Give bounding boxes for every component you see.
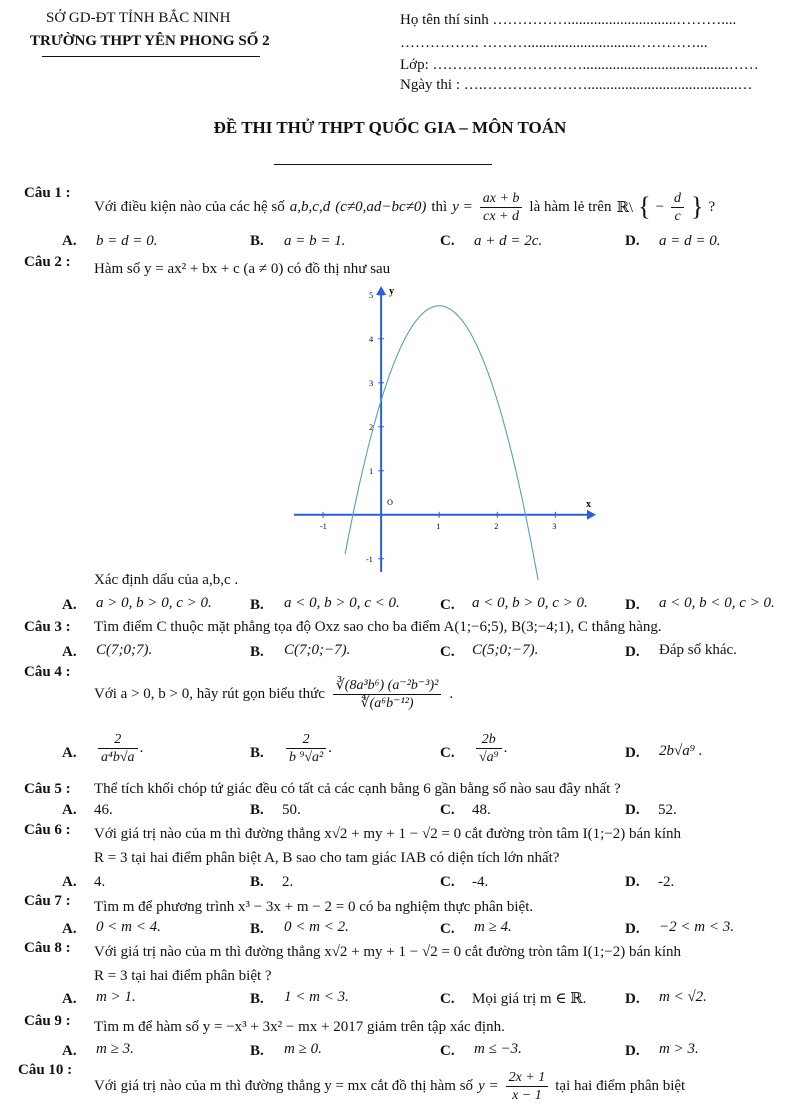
q5-option-b: 50. <box>282 802 301 818</box>
q8-option-b-key: B. <box>250 991 264 1007</box>
q1-y: y = <box>452 198 473 215</box>
y-tick-label: 1 <box>369 466 374 476</box>
q4-option-b-key: B. <box>250 745 264 761</box>
y-tick-label: -1 <box>366 554 373 564</box>
q1-qmark: ? <box>708 198 716 215</box>
q1-den: cx + d <box>483 208 519 224</box>
q8-option-c-key: C. <box>440 991 455 1007</box>
q9-option-b-key: B. <box>250 1043 264 1059</box>
q4-c-num: 2b <box>476 731 502 749</box>
q2-option-b: a < 0, b > 0, c < 0. <box>284 595 400 611</box>
question-7-label: Câu 7 : <box>24 893 71 909</box>
q5-option-a: 46. <box>94 802 113 818</box>
exam-title: ĐỀ THI THỬ THPT QUỐC GIA – MÔN TOÁN <box>213 118 567 137</box>
parabola-curve <box>345 306 548 580</box>
q1-set-num: d <box>671 190 684 208</box>
q7-option-a: 0 < m < 4. <box>96 919 161 935</box>
q1-coef: a,b,c,d <box>289 198 331 215</box>
question-8-label: Câu 8 : <box>24 940 71 956</box>
q7-option-b-key: B. <box>250 921 264 937</box>
q3-option-d-key: D. <box>625 644 640 660</box>
q1-option-c: a + d = 2c. <box>474 233 543 249</box>
q6-option-d: -2. <box>658 874 675 890</box>
question-10-text <box>94 1066 685 1106</box>
school-name: TRƯỜNG THPT YÊN PHONG SỐ 2 <box>30 33 270 49</box>
candidate-name-field: Họ tên thí sinh …………….............................……….... <box>400 12 737 28</box>
q2-option-c-key: C. <box>440 597 455 613</box>
q4-b-den: b ⁹√a² <box>289 750 324 765</box>
q6-option-b-key: B. <box>250 874 264 890</box>
q9-option-c: m ≤ −3. <box>474 1041 522 1057</box>
q1-cond: (c≠0,ad−bc≠0) <box>335 198 427 215</box>
q1-option-d: a = d = 0. <box>659 233 721 249</box>
q4-option-c-key: C. <box>440 745 455 761</box>
q1-num: ax + b <box>480 190 523 208</box>
y-tick-label: 5 <box>369 290 374 300</box>
q1-set-fraction <box>671 190 684 225</box>
q1-set: ℝ\ <box>616 199 634 216</box>
q3-option-d: Đáp số khác. <box>659 642 737 658</box>
q10-den: x − 1 <box>512 1087 542 1103</box>
question-2-prompt: Xác định dấu của a,b,c . <box>94 572 239 588</box>
exam-date-field: Ngày thi : ….…………………........................................… <box>400 77 753 93</box>
q4-option-a: $\frac{2}{\text{a⁴b√a}}$ . <box>96 731 143 766</box>
y-tick-label: 4 <box>369 334 374 344</box>
q6-option-b: 2. <box>282 874 294 890</box>
x-tick-label: 3 <box>552 521 557 531</box>
q7-option-c: m ≥ 4. <box>474 919 512 935</box>
q6-option-c-key: C. <box>440 874 455 890</box>
origin-label: O <box>387 497 393 507</box>
q2-option-d-key: D. <box>625 597 640 613</box>
q5-option-c-key: C. <box>440 802 455 818</box>
x-tick-label: -1 <box>320 521 327 531</box>
q4-option-d-key: D. <box>625 745 640 761</box>
q6-option-a-key: A. <box>62 874 77 890</box>
q6-option-c: -4. <box>472 874 489 890</box>
question-6-text-1: Với giá trị nào của m thì đường thẳng x√2 + my + 1 − √2 = 0 cắt đường tròn tâm I(1;−2) bán kính <box>94 826 682 842</box>
q3-option-c: C(5;0;−7). <box>472 642 539 658</box>
question-8-text-2: R = 3 tại hai điểm phân biệt ? <box>94 968 272 984</box>
question-3-label: Câu 3 : <box>24 619 71 635</box>
class-field: Lớp: ………………………….......................................…… <box>400 57 759 73</box>
y-tick-label: 3 <box>369 378 374 388</box>
y-axis-label: y <box>389 286 395 297</box>
question-9-text: Tìm m để hàm số y = −x³ + 3x² − mx + 2017 giảm trên tập xác định. <box>94 1019 505 1035</box>
q1-option-b: a = b = 1. <box>284 233 346 249</box>
q5-option-b-key: B. <box>250 802 264 818</box>
question-9-label: Câu 9 : <box>24 1013 71 1029</box>
question-4-label: Câu 4 : <box>24 664 71 680</box>
question-8-text-1: Với giá trị nào của m thì đường thẳng x√2 + my + 1 − √2 = 0 cắt đường tròn tâm I(1;−2) bán kính <box>94 944 682 960</box>
q6-option-a: 4. <box>94 874 106 890</box>
q4-fraction <box>333 677 442 712</box>
q4-text: Với a > 0, b > 0, hãy rút gọn biểu thức <box>94 685 325 702</box>
q8-option-b: 1 < m < 3. <box>284 989 349 1005</box>
q2-option-b-key: B. <box>250 597 264 613</box>
q1-option-d-key: D. <box>625 233 640 249</box>
department-name: SỞ GD-ĐT TỈNH BẮC NINH <box>46 10 231 26</box>
q9-option-d-key: D. <box>625 1043 640 1059</box>
q4-a-den: a⁴b√a <box>101 750 135 765</box>
q10-num: 2x + 1 <box>506 1069 549 1087</box>
q9-option-d: m > 3. <box>659 1041 699 1057</box>
question-5-text: Thể tích khối chóp tứ giác đều có tất cả các cạnh bằng 6 gần bằng số nào sau đây nhất ? <box>94 781 621 797</box>
q10-text-a: Với giá trị nào của m thì đường thẳng y = mx cắt đồ thị hàm số <box>94 1077 474 1094</box>
q5-option-c: 48. <box>472 802 491 818</box>
q4-c-den: √a⁹ <box>479 750 499 765</box>
candidate-name-line2: ……………. ……….............................…………... <box>400 35 708 51</box>
q3-option-a-key: A. <box>62 644 77 660</box>
x-tick-label: 1 <box>436 521 441 531</box>
question-10-label: Câu 10 : <box>18 1062 73 1078</box>
q2-option-c: a < 0, b > 0, c > 0. <box>472 595 588 611</box>
q8-option-d: m < √2. <box>659 989 707 1005</box>
q5-option-d: 52. <box>658 802 677 818</box>
q7-option-b: 0 < m < 2. <box>284 919 349 935</box>
q9-option-a-key: A. <box>62 1043 77 1059</box>
q4-b-num: 2 <box>286 731 326 749</box>
q1-text-c: là hàm lẻ trên <box>529 198 612 215</box>
q1-set-den: c <box>674 208 681 224</box>
question-7-text: Tìm m để phương trình x³ − 3x + m − 2 = 0 có ba nghiệm thực phân biệt. <box>94 899 534 915</box>
q5-option-a-key: A. <box>62 802 77 818</box>
q1-option-a: b = d = 0. <box>96 233 158 249</box>
q8-option-c: Mọi giá trị m ∈ ℝ. <box>472 991 587 1007</box>
q8-option-d-key: D. <box>625 991 640 1007</box>
q9-option-a: m ≥ 3. <box>96 1041 134 1057</box>
y-axis-arrow <box>376 286 386 295</box>
q4-den: ∜(a⁶b⁻¹²) <box>360 695 414 711</box>
q3-option-a: C(7;0;7). <box>96 642 153 658</box>
question-5-label: Câu 5 : <box>24 781 71 797</box>
q10-text-b: tại hai điểm phân biệt <box>555 1077 686 1094</box>
q1-option-c-key: C. <box>440 233 455 249</box>
question-2-label: Câu 2 : <box>24 254 71 270</box>
q1-fraction <box>480 190 523 225</box>
question-2-text: Hàm số y = ax² + bx + c (a ≠ 0) có đồ thị như sau <box>94 261 391 277</box>
q6-option-d-key: D. <box>625 874 640 890</box>
q1-text-b: thì <box>431 198 448 215</box>
q1-option-a-key: A. <box>62 233 77 249</box>
chart-axes <box>294 286 596 572</box>
q2-option-a: a > 0, b > 0, c > 0. <box>96 595 212 611</box>
q2-option-d: a < 0, b < 0, c > 0. <box>659 595 775 611</box>
q10-y: y = <box>478 1077 499 1094</box>
q5-option-d-key: D. <box>625 802 640 818</box>
q4-option-c: $\frac{2b}{\text{√a⁹}}$ . <box>474 731 507 766</box>
q4-num: ∛(8a³b⁶) (a⁻²b⁻³)² <box>333 677 442 695</box>
q4-option-a-key: A. <box>62 745 77 761</box>
q3-option-b: C(7;0;−7). <box>284 642 351 658</box>
q1-option-b-key: B. <box>250 233 264 249</box>
x-axis-label: x <box>586 498 591 510</box>
q1-text-a: Với điều kiện nào của các hệ số <box>94 198 285 215</box>
q3-option-c-key: C. <box>440 644 455 660</box>
question-6-text-2: R = 3 tại hai điểm phân biệt A, B sao cho tam giác IAB có diện tích lớn nhất? <box>94 850 560 866</box>
q9-option-c-key: C. <box>440 1043 455 1059</box>
title-underline <box>274 164 492 165</box>
q7-option-c-key: C. <box>440 921 455 937</box>
q7-option-d-key: D. <box>625 921 640 937</box>
question-1-text: Với điều kiện nào của các hệ số a,b,c,d (c≠0,ad−bc≠0) thì y = $\frac{ax + b}{cx + d}$ là hàm lẻ trên ℝ\ { − $\frac{d}{c}$ } ? <box>94 190 716 224</box>
y-tick-label: 2 <box>369 422 374 432</box>
x-axis-arrow <box>587 510 596 520</box>
q4-option-b: $\frac{2}{\text{b ⁹√a²}}$ . <box>284 731 332 766</box>
question-6-label: Câu 6 : <box>24 822 71 838</box>
question-1-label: Câu 1 : <box>24 185 71 201</box>
school-underline <box>42 56 260 57</box>
q2-option-a-key: A. <box>62 597 77 613</box>
q10-fraction <box>506 1069 549 1104</box>
q8-option-a-key: A. <box>62 991 77 1007</box>
q4-a-num: 2 <box>98 731 138 749</box>
q4-option-d: 2b√a⁹ . <box>659 743 703 759</box>
q7-option-a-key: A. <box>62 921 77 937</box>
question-3-text: Tìm điểm C thuộc mặt phẳng tọa độ Oxz sao cho ba điểm A(1;−6;5), B(3;−4;1), C thẳng hàng. <box>94 619 662 635</box>
question-4-text: Với a > 0, b > 0, hãy rút gọn biểu thức $\frac{\text{∛(8a³b⁶) (a⁻²b⁻³)²}}{\text{∜(a⁶b⁻¹²)}}$ . <box>94 677 454 711</box>
parabola-chart <box>288 280 608 580</box>
x-tick-label: 2 <box>494 521 499 531</box>
q8-option-a: m > 1. <box>96 989 136 1005</box>
q3-option-b-key: B. <box>250 644 264 660</box>
q7-option-d: −2 < m < 3. <box>659 919 734 935</box>
q9-option-b: m ≥ 0. <box>284 1041 322 1057</box>
